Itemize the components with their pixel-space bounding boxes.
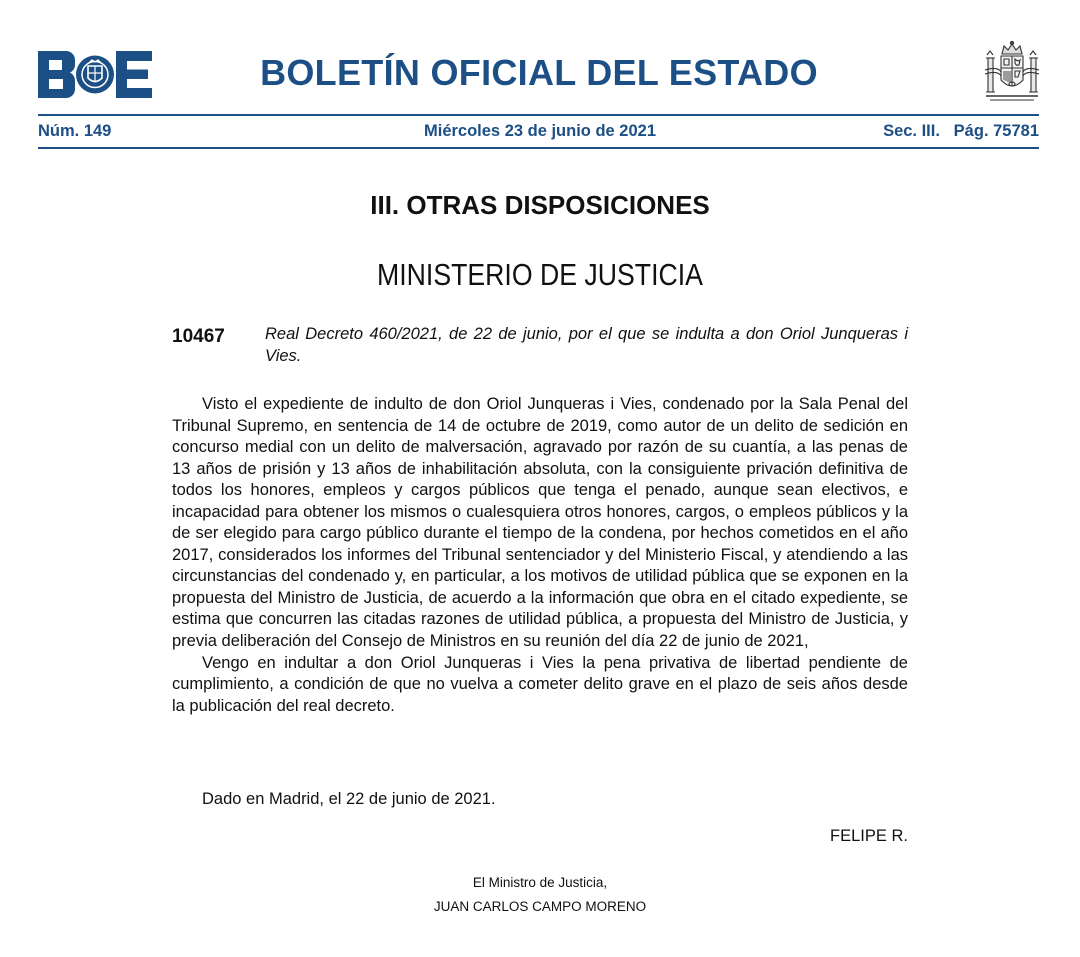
royal-signature: FELIPE R.	[830, 827, 908, 845]
masthead-title: BOLETÍN OFICIAL DEL ESTADO	[260, 52, 818, 93]
header-bottom-rule	[38, 147, 1039, 149]
decree-body	[172, 394, 908, 717]
section-title: III. OTRAS DISPOSICIONES	[370, 190, 710, 220]
coat-of-arms-icon	[982, 40, 1042, 104]
decree-number: 10467	[172, 326, 225, 347]
ministry-title: MINISTERIO DE JUSTICIA	[377, 257, 703, 292]
body-paragraph-1: Visto el expediente de indulto de don Oriol Junqueras i Vies, condenado por la Sala Penal del Tribunal Supremo, en sentencia de 14 de octubre de 2019, como autor de un delito de sedición en concurso medial con un delito de malversación, agravado por razón de su cuantía, a las penas de 13 años de prisión y 13 años de inhabilitación absoluta, con la consiguiente privación definitiva de todos los honores, empleos y cargos públicos que tenga el penado, aunque sean electivos, e incapacidad para obtener los mismos o cualesquiera otros honores, cargos, o empleos públicos y la de ser elegido para cargo público durante el tiempo de la condena, por hechos cometidos en el año 2017, considerados los informes del Tribunal sentenciador y del Ministerio Fiscal, y atendiendo a las circunstancias del condenado y, en particular, a los motivos de utilidad pública que se exponen en la propuesta del Ministro de Justicia, de acuerdo a la información que obra en el citado expediente, se estima que concurren las citadas razones de utilidad pública, a propuesta del Ministro de Justicia, y previa deliberación del Consejo de Ministros en su reunión del día 22 de junio de 2021,	[172, 395, 908, 651]
decree-title: Real Decreto 460/2021, de 22 de junio, por el que se indulta a don Oriol Junqueras i Vies.	[265, 325, 908, 365]
issue-number: Núm. 149	[38, 122, 112, 140]
body-paragraph-2: Vengo en indultar a don Oriol Junqueras i Vies la pena privativa de libertad pendiente de cumplimiento, a condición de que no vuelva a cometer delito grave en el plazo de seis años desde la publicación del real decreto.	[172, 653, 908, 715]
place-date: Dado en Madrid, el 22 de junio de 2021.	[202, 790, 496, 808]
minister-name: JUAN CARLOS CAMPO MORENO	[433, 899, 647, 914]
header-top-rule	[38, 114, 1039, 116]
issue-date: Miércoles 23 de junio de 2021	[423, 122, 656, 140]
section-page: Sec. III. Pág. 75781	[883, 122, 1039, 140]
minister-role: El Ministro de Justicia,	[472, 875, 608, 890]
